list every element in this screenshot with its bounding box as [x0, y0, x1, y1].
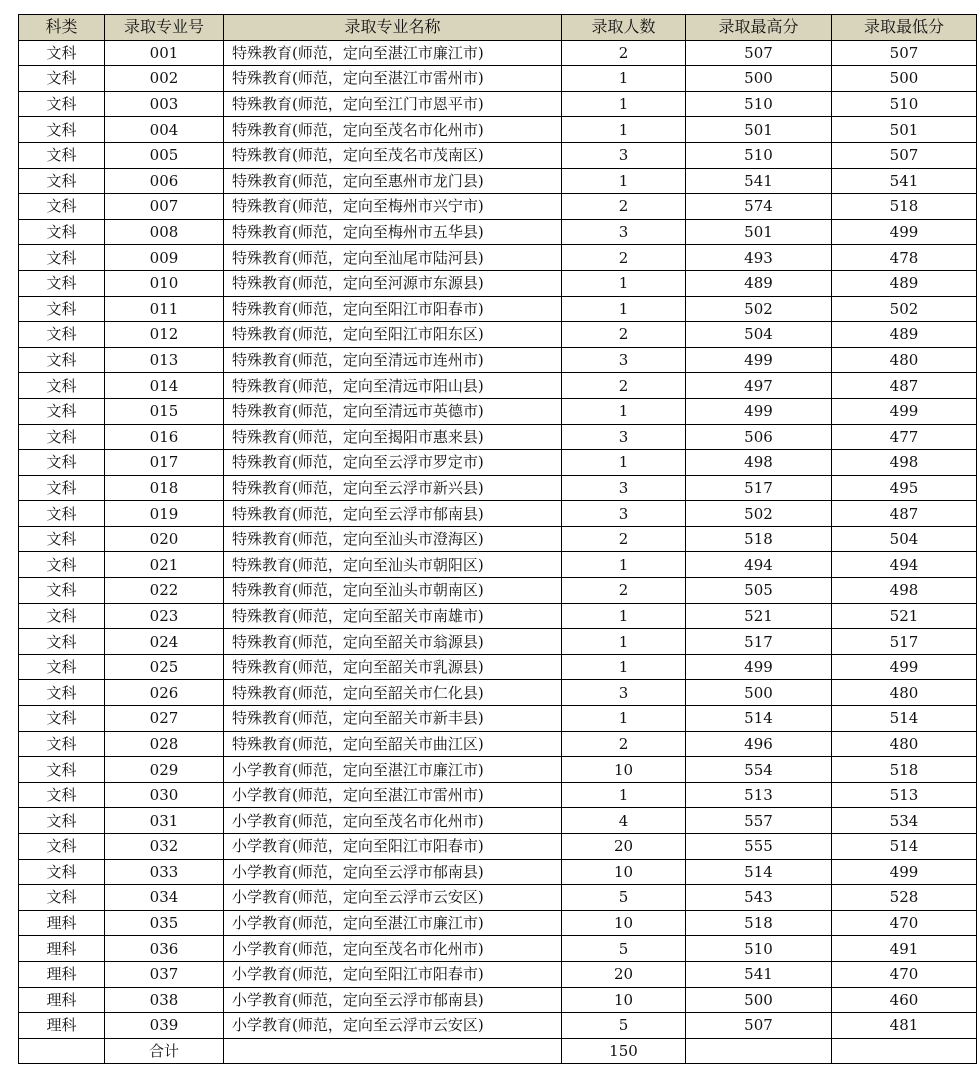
- cell-major-code: 014: [105, 373, 224, 399]
- cell-admitted-count: 1: [562, 603, 686, 629]
- cell-min-score: 514: [832, 834, 977, 860]
- cell-admitted-count: 1: [562, 270, 686, 296]
- cell-min-score: 541: [832, 168, 977, 194]
- cell-major-code: 023: [105, 603, 224, 629]
- cell-min-score: 470: [832, 910, 977, 936]
- cell-major-name: 特殊教育(师范，定向至云浮市新兴县): [224, 475, 562, 501]
- cell-major-code: 012: [105, 322, 224, 348]
- cell-category: 文科: [19, 731, 105, 757]
- cell-major-code: 008: [105, 219, 224, 245]
- cell-major-code: 009: [105, 245, 224, 271]
- table-row: [19, 219, 977, 245]
- cell-admitted-count: 2: [562, 526, 686, 552]
- table-row: [19, 808, 977, 834]
- table-row: [19, 987, 977, 1013]
- cell-category: 理科: [19, 936, 105, 962]
- cell-major-name: 特殊教育(师范，定向至清远市阳山县): [224, 373, 562, 399]
- cell-major-name: 特殊教育(师范，定向至揭阳市惠来县): [224, 424, 562, 450]
- cell-major-code: 004: [105, 117, 224, 143]
- cell-category: 文科: [19, 834, 105, 860]
- cell-major-code: 020: [105, 526, 224, 552]
- cell-max-score: 517: [686, 475, 832, 501]
- cell-major-name: 特殊教育(师范，定向至云浮市罗定市): [224, 450, 562, 476]
- cell-max-score: 517: [686, 629, 832, 655]
- cell-admitted-count: 1: [562, 117, 686, 143]
- cell-max-score: 510: [686, 936, 832, 962]
- cell-min-score: 480: [832, 731, 977, 757]
- cell-major-code: 007: [105, 194, 224, 220]
- cell-major-name: 小学教育(师范，定向至云浮市云安区): [224, 1013, 562, 1039]
- cell-major-name: 特殊教育(师范，定向至河源市东源县): [224, 270, 562, 296]
- cell-category: 文科: [19, 552, 105, 578]
- cell-max-score: 555: [686, 834, 832, 860]
- cell-admitted-count: 3: [562, 424, 686, 450]
- cell-min-score: 501: [832, 117, 977, 143]
- cell-min-score: 487: [832, 373, 977, 399]
- cell-min-score: 499: [832, 219, 977, 245]
- header-admitted-count: 录取人数: [562, 15, 686, 41]
- cell-major-name: 特殊教育(师范，定向至阳江市阳春市): [224, 296, 562, 322]
- cell-major-name: 特殊教育(师范，定向至韶关市南雄市): [224, 603, 562, 629]
- cell-admitted-count: 1: [562, 654, 686, 680]
- cell-category: 理科: [19, 1013, 105, 1039]
- cell-admitted-count: 10: [562, 757, 686, 783]
- table-row: [19, 347, 977, 373]
- cell-admitted-count: 2: [562, 578, 686, 604]
- cell-admitted-count: 1: [562, 782, 686, 808]
- table-row: [19, 834, 977, 860]
- cell-major-code: 017: [105, 450, 224, 476]
- cell-admitted-count: 10: [562, 859, 686, 885]
- cell-min-score: 517: [832, 629, 977, 655]
- table-row: [19, 885, 977, 911]
- header-major-name: 录取专业名称: [224, 15, 562, 41]
- table-row: [19, 66, 977, 92]
- cell-category: 文科: [19, 373, 105, 399]
- cell-admitted-count: 3: [562, 501, 686, 527]
- cell-major-name: 小学教育(师范，定向至阳江市阳春市): [224, 961, 562, 987]
- header-row: [19, 15, 977, 41]
- cell-major-code: 015: [105, 398, 224, 424]
- cell-max-score: 513: [686, 782, 832, 808]
- table-row: [19, 680, 977, 706]
- cell-category: 文科: [19, 168, 105, 194]
- cell-major-code: 002: [105, 66, 224, 92]
- total-empty-cell: [686, 1038, 832, 1064]
- cell-major-name: 特殊教育(师范，定向至云浮市郁南县): [224, 501, 562, 527]
- cell-major-code: 021: [105, 552, 224, 578]
- cell-max-score: 496: [686, 731, 832, 757]
- cell-min-score: 495: [832, 475, 977, 501]
- cell-max-score: 499: [686, 347, 832, 373]
- cell-admitted-count: 3: [562, 142, 686, 168]
- cell-admitted-count: 1: [562, 450, 686, 476]
- cell-max-score: 554: [686, 757, 832, 783]
- cell-major-code: 032: [105, 834, 224, 860]
- cell-major-code: 039: [105, 1013, 224, 1039]
- cell-max-score: 499: [686, 654, 832, 680]
- cell-category: 理科: [19, 961, 105, 987]
- cell-max-score: 493: [686, 245, 832, 271]
- header-max-score: 录取最高分: [686, 15, 832, 41]
- table-row: [19, 731, 977, 757]
- cell-major-code: 029: [105, 757, 224, 783]
- cell-max-score: 494: [686, 552, 832, 578]
- total-count: 150: [562, 1038, 686, 1064]
- cell-admitted-count: 1: [562, 629, 686, 655]
- cell-category: 文科: [19, 245, 105, 271]
- table-row: [19, 398, 977, 424]
- cell-major-name: 小学教育(师范，定向至湛江市雷州市): [224, 782, 562, 808]
- cell-major-name: 特殊教育(师范，定向至梅州市兴宁市): [224, 194, 562, 220]
- cell-major-code: 019: [105, 501, 224, 527]
- cell-category: 文科: [19, 117, 105, 143]
- cell-major-code: 022: [105, 578, 224, 604]
- table-row: [19, 603, 977, 629]
- cell-max-score: 502: [686, 501, 832, 527]
- table-row: [19, 194, 977, 220]
- cell-major-name: 特殊教育(师范，定向至惠州市龙门县): [224, 168, 562, 194]
- table-row: [19, 373, 977, 399]
- cell-category: 文科: [19, 398, 105, 424]
- cell-category: 文科: [19, 501, 105, 527]
- cell-max-score: 514: [686, 706, 832, 732]
- cell-admitted-count: 1: [562, 398, 686, 424]
- cell-max-score: 500: [686, 66, 832, 92]
- cell-min-score: 514: [832, 706, 977, 732]
- cell-max-score: 501: [686, 117, 832, 143]
- cell-major-code: 033: [105, 859, 224, 885]
- cell-min-score: 507: [832, 40, 977, 66]
- cell-major-name: 特殊教育(师范，定向至清远市英德市): [224, 398, 562, 424]
- cell-admitted-count: 2: [562, 322, 686, 348]
- cell-max-score: 541: [686, 961, 832, 987]
- table-row: [19, 757, 977, 783]
- table-row: [19, 501, 977, 527]
- cell-min-score: 489: [832, 322, 977, 348]
- cell-category: 文科: [19, 270, 105, 296]
- cell-category: 文科: [19, 91, 105, 117]
- cell-major-name: 小学教育(师范，定向至湛江市廉江市): [224, 757, 562, 783]
- cell-major-code: 006: [105, 168, 224, 194]
- cell-max-score: 497: [686, 373, 832, 399]
- cell-admitted-count: 3: [562, 680, 686, 706]
- cell-major-code: 037: [105, 961, 224, 987]
- total-empty-cell: [19, 1038, 105, 1064]
- cell-min-score: 513: [832, 782, 977, 808]
- cell-min-score: 480: [832, 347, 977, 373]
- cell-max-score: 521: [686, 603, 832, 629]
- cell-admitted-count: 1: [562, 168, 686, 194]
- cell-max-score: 507: [686, 1013, 832, 1039]
- cell-admitted-count: 5: [562, 885, 686, 911]
- header-major-code: 录取专业号: [105, 15, 224, 41]
- cell-category: 文科: [19, 66, 105, 92]
- table-row: [19, 578, 977, 604]
- cell-category: 理科: [19, 987, 105, 1013]
- cell-min-score: 470: [832, 961, 977, 987]
- table-row: [19, 706, 977, 732]
- cell-major-code: 025: [105, 654, 224, 680]
- cell-min-score: 500: [832, 66, 977, 92]
- cell-major-name: 特殊教育(师范，定向至茂名市化州市): [224, 117, 562, 143]
- cell-max-score: 541: [686, 168, 832, 194]
- cell-major-code: 026: [105, 680, 224, 706]
- table-row: [19, 475, 977, 501]
- table-row: [19, 322, 977, 348]
- cell-admitted-count: 1: [562, 706, 686, 732]
- table-row: [19, 961, 977, 987]
- cell-major-name: 特殊教育(师范，定向至湛江市廉江市): [224, 40, 562, 66]
- cell-min-score: 502: [832, 296, 977, 322]
- cell-max-score: 518: [686, 526, 832, 552]
- cell-max-score: 498: [686, 450, 832, 476]
- cell-category: 文科: [19, 629, 105, 655]
- cell-major-name: 特殊教育(师范，定向至梅州市五华县): [224, 219, 562, 245]
- cell-major-code: 030: [105, 782, 224, 808]
- cell-major-code: 005: [105, 142, 224, 168]
- cell-max-score: 514: [686, 859, 832, 885]
- cell-admitted-count: 1: [562, 552, 686, 578]
- cell-min-score: 504: [832, 526, 977, 552]
- cell-min-score: 498: [832, 450, 977, 476]
- cell-category: 文科: [19, 219, 105, 245]
- cell-max-score: 543: [686, 885, 832, 911]
- cell-category: 文科: [19, 142, 105, 168]
- cell-max-score: 510: [686, 142, 832, 168]
- cell-major-code: 027: [105, 706, 224, 732]
- total-empty-cell: [832, 1038, 977, 1064]
- cell-category: 文科: [19, 347, 105, 373]
- cell-major-name: 特殊教育(师范，定向至韶关市仁化县): [224, 680, 562, 706]
- cell-admitted-count: 2: [562, 731, 686, 757]
- table-row: [19, 629, 977, 655]
- cell-category: 文科: [19, 578, 105, 604]
- cell-max-score: 505: [686, 578, 832, 604]
- table-row: [19, 424, 977, 450]
- cell-major-name: 特殊教育(师范，定向至汕尾市陆河县): [224, 245, 562, 271]
- cell-max-score: 500: [686, 680, 832, 706]
- cell-admitted-count: 20: [562, 834, 686, 860]
- cell-min-score: 491: [832, 936, 977, 962]
- total-empty-cell: [224, 1038, 562, 1064]
- cell-category: 文科: [19, 859, 105, 885]
- table-row: [19, 40, 977, 66]
- cell-category: 文科: [19, 757, 105, 783]
- cell-major-name: 特殊教育(师范，定向至阳江市阳东区): [224, 322, 562, 348]
- cell-max-score: 506: [686, 424, 832, 450]
- cell-min-score: 518: [832, 194, 977, 220]
- cell-major-name: 小学教育(师范，定向至湛江市廉江市): [224, 910, 562, 936]
- cell-major-code: 003: [105, 91, 224, 117]
- cell-min-score: 478: [832, 245, 977, 271]
- cell-major-name: 小学教育(师范，定向至阳江市阳春市): [224, 834, 562, 860]
- cell-admitted-count: 5: [562, 936, 686, 962]
- cell-admitted-count: 5: [562, 1013, 686, 1039]
- cell-major-code: 018: [105, 475, 224, 501]
- cell-category: 文科: [19, 194, 105, 220]
- cell-major-name: 特殊教育(师范，定向至韶关市翁源县): [224, 629, 562, 655]
- cell-min-score: 528: [832, 885, 977, 911]
- cell-major-name: 特殊教育(师范，定向至韶关市曲江区): [224, 731, 562, 757]
- cell-max-score: 501: [686, 219, 832, 245]
- cell-min-score: 507: [832, 142, 977, 168]
- table-row: [19, 270, 977, 296]
- cell-major-code: 024: [105, 629, 224, 655]
- table-row: [19, 296, 977, 322]
- cell-category: 文科: [19, 603, 105, 629]
- cell-min-score: 489: [832, 270, 977, 296]
- cell-max-score: 489: [686, 270, 832, 296]
- total-row: [19, 1038, 977, 1064]
- cell-major-name: 特殊教育(师范，定向至湛江市雷州市): [224, 66, 562, 92]
- cell-max-score: 507: [686, 40, 832, 66]
- total-label: 合计: [105, 1038, 224, 1064]
- cell-category: 文科: [19, 680, 105, 706]
- cell-min-score: 481: [832, 1013, 977, 1039]
- cell-admitted-count: 3: [562, 219, 686, 245]
- cell-admitted-count: 2: [562, 373, 686, 399]
- cell-max-score: 504: [686, 322, 832, 348]
- cell-major-code: 011: [105, 296, 224, 322]
- cell-category: 文科: [19, 322, 105, 348]
- cell-admitted-count: 1: [562, 91, 686, 117]
- cell-major-code: 038: [105, 987, 224, 1013]
- cell-admitted-count: 10: [562, 987, 686, 1013]
- cell-category: 文科: [19, 40, 105, 66]
- cell-major-name: 特殊教育(师范，定向至清远市连州市): [224, 347, 562, 373]
- cell-category: 文科: [19, 808, 105, 834]
- cell-major-name: 特殊教育(师范，定向至汕头市澄海区): [224, 526, 562, 552]
- table-row: [19, 936, 977, 962]
- cell-major-name: 特殊教育(师范，定向至韶关市新丰县): [224, 706, 562, 732]
- cell-major-code: 031: [105, 808, 224, 834]
- cell-max-score: 500: [686, 987, 832, 1013]
- cell-admitted-count: 3: [562, 475, 686, 501]
- cell-major-code: 013: [105, 347, 224, 373]
- table-row: [19, 142, 977, 168]
- cell-major-code: 001: [105, 40, 224, 66]
- cell-category: 文科: [19, 885, 105, 911]
- cell-admitted-count: 3: [562, 347, 686, 373]
- cell-major-code: 016: [105, 424, 224, 450]
- header-min-score: 录取最低分: [832, 15, 977, 41]
- cell-major-name: 小学教育(师范，定向至茂名市化州市): [224, 808, 562, 834]
- table-row: [19, 782, 977, 808]
- cell-major-name: 小学教育(师范，定向至云浮市郁南县): [224, 859, 562, 885]
- cell-min-score: 499: [832, 398, 977, 424]
- cell-min-score: 499: [832, 859, 977, 885]
- table-row: [19, 245, 977, 271]
- cell-admitted-count: 2: [562, 40, 686, 66]
- cell-category: 文科: [19, 475, 105, 501]
- cell-max-score: 510: [686, 91, 832, 117]
- table-row: [19, 859, 977, 885]
- cell-major-code: 036: [105, 936, 224, 962]
- table-row: [19, 526, 977, 552]
- table-row: [19, 117, 977, 143]
- cell-category: 文科: [19, 654, 105, 680]
- cell-max-score: 502: [686, 296, 832, 322]
- cell-admitted-count: 2: [562, 194, 686, 220]
- cell-major-code: 035: [105, 910, 224, 936]
- cell-min-score: 510: [832, 91, 977, 117]
- header-category: 科类: [19, 15, 105, 41]
- table-row: [19, 910, 977, 936]
- cell-major-code: 028: [105, 731, 224, 757]
- cell-category: 理科: [19, 910, 105, 936]
- table-row: [19, 168, 977, 194]
- cell-admitted-count: 20: [562, 961, 686, 987]
- cell-min-score: 477: [832, 424, 977, 450]
- cell-major-name: 特殊教育(师范，定向至江门市恩平市): [224, 91, 562, 117]
- cell-major-name: 特殊教育(师范，定向至汕头市朝阳区): [224, 552, 562, 578]
- table-body: [19, 40, 977, 1038]
- cell-admitted-count: 4: [562, 808, 686, 834]
- table-row: [19, 450, 977, 476]
- cell-min-score: 534: [832, 808, 977, 834]
- table-row: [19, 552, 977, 578]
- cell-major-name: 特殊教育(师范，定向至茂名市茂南区): [224, 142, 562, 168]
- cell-major-name: 小学教育(师范，定向至茂名市化州市): [224, 936, 562, 962]
- cell-min-score: 518: [832, 757, 977, 783]
- cell-admitted-count: 10: [562, 910, 686, 936]
- cell-category: 文科: [19, 450, 105, 476]
- cell-category: 文科: [19, 706, 105, 732]
- cell-min-score: 487: [832, 501, 977, 527]
- cell-major-code: 010: [105, 270, 224, 296]
- cell-max-score: 518: [686, 910, 832, 936]
- table-row: [19, 91, 977, 117]
- cell-max-score: 557: [686, 808, 832, 834]
- table-row: [19, 654, 977, 680]
- admission-table: [18, 14, 977, 1064]
- cell-major-name: 小学教育(师范，定向至云浮市郁南县): [224, 987, 562, 1013]
- table-row: [19, 1013, 977, 1039]
- cell-min-score: 521: [832, 603, 977, 629]
- cell-category: 文科: [19, 526, 105, 552]
- cell-major-code: 034: [105, 885, 224, 911]
- cell-min-score: 480: [832, 680, 977, 706]
- cell-admitted-count: 1: [562, 296, 686, 322]
- cell-admitted-count: 2: [562, 245, 686, 271]
- cell-major-name: 特殊教育(师范，定向至汕头市朝南区): [224, 578, 562, 604]
- cell-category: 文科: [19, 782, 105, 808]
- cell-admitted-count: 1: [562, 66, 686, 92]
- cell-min-score: 498: [832, 578, 977, 604]
- cell-category: 文科: [19, 296, 105, 322]
- cell-min-score: 499: [832, 654, 977, 680]
- cell-major-name: 小学教育(师范，定向至云浮市云安区): [224, 885, 562, 911]
- cell-major-name: 特殊教育(师范，定向至韶关市乳源县): [224, 654, 562, 680]
- cell-category: 文科: [19, 424, 105, 450]
- cell-max-score: 499: [686, 398, 832, 424]
- cell-min-score: 460: [832, 987, 977, 1013]
- cell-max-score: 574: [686, 194, 832, 220]
- cell-min-score: 494: [832, 552, 977, 578]
